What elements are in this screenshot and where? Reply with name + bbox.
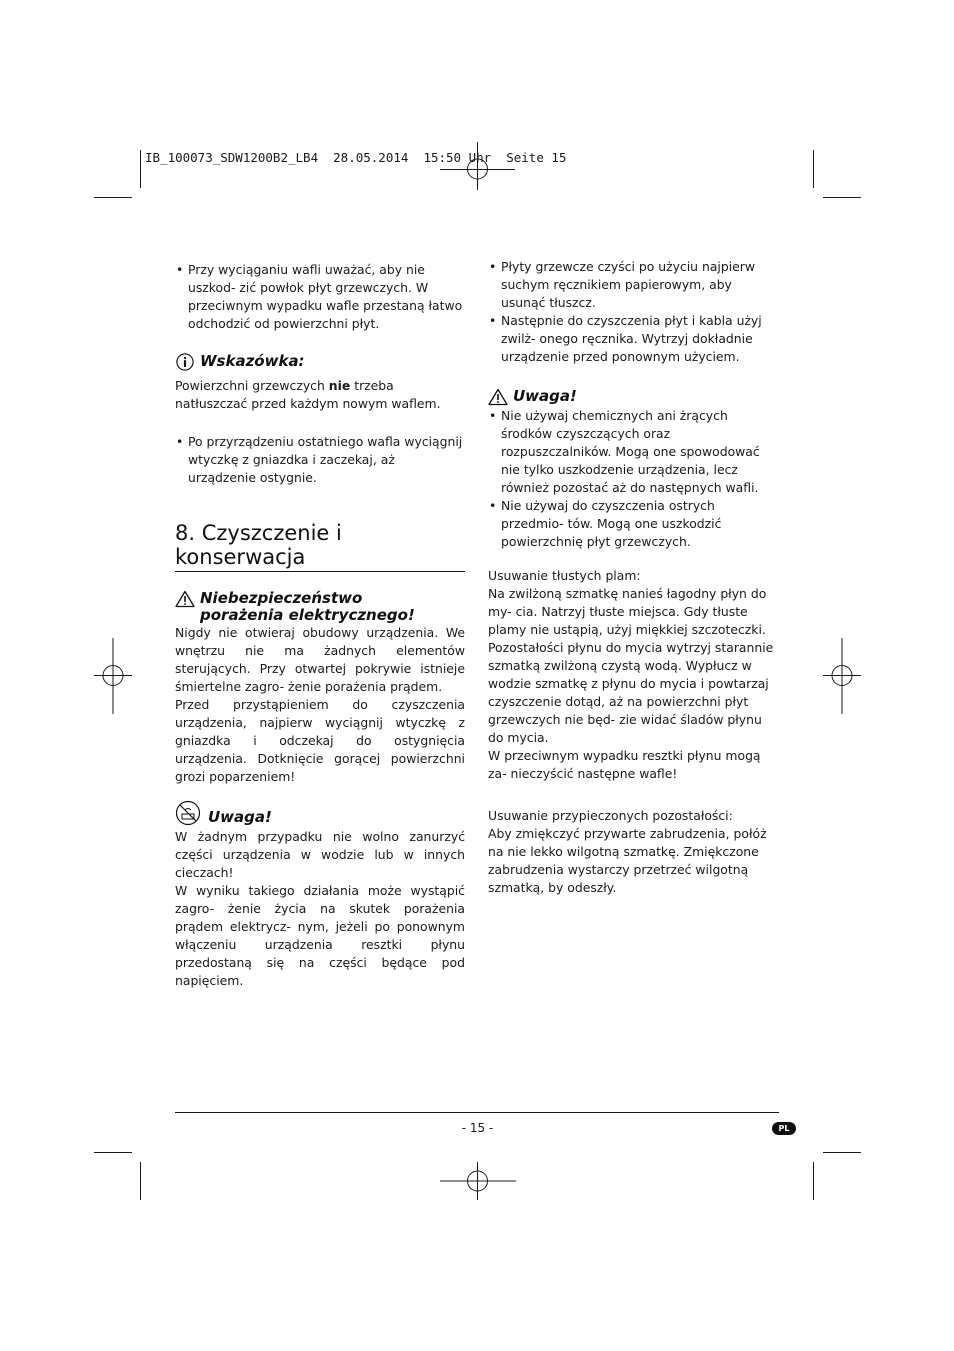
left-bullets-mid [175,433,465,487]
no-immersion-icon [175,800,201,826]
paragraph: W wyniku takiego działania może wystąpić zagro- żenie życia na skutek porażenia prądem elektrycz- nym, jeżeli po ponownym włączeniu urządzenia resztki płynu przedostaną się na części będące pod napięciem. [175,883,465,988]
section-heading: 8. Czyszczenie i konserwacja [175,521,342,569]
water-warning-text [175,828,465,990]
danger-heading-line2: porażenia elektrycznego! [200,606,415,624]
paragraph: Aby zmiękczyć przywarte zabrudzenia, połóż na nie lekko wilgotną szmatkę. Zmiękczone zabrudzenia wystarczy przetrzeć wilgotną szmatką, by odeszły. [488,826,767,895]
footer-rule [175,1112,779,1113]
registration-mark-right [823,638,861,714]
list-item: • Po przyrządzeniu ostatniego wafla wyciągnij wtyczkę z gniazdka i zaczekaj, aż urządzenie ostygnie. [175,433,465,487]
right-column [488,258,780,897]
paragraph: Na zwilżoną szmatkę nanieś łagodny płyn do my- cia. Natrzyj tłuste miejsca. Gdy tłuste plamy nie ustąpią, użyj miękkiej szczoteczki. [488,586,767,637]
tip-heading [175,353,465,371]
grease-title: Usuwanie tłustych plam: [488,568,641,583]
list-item: • Płyty grzewcze czyści po użyciu najpierw suchym ręcznikiem papierowym, aby usunąć tłuszcz. [488,258,780,312]
paragraph: Pozostałości płynu do mycia wytrzyj starannie szmatką zwilżoną czystą wodą. Wypłucz w wodzie szmatkę z płynu do mycia i powtarzaj czyszczenie dotąd, aż na powierzchni płyt grzewczych nie będ- zie widać śladów płynu do mycia. [488,640,774,745]
danger-heading-line1: Niebezpieczeństwo [200,589,363,607]
registration-mark-top [440,142,516,190]
print-header: IB_100073_SDW1200B2_LB4 28.05.2014 15:50 Uhr Seite 15 [145,150,567,165]
baked-title: Usuwanie przypieczonych pozostałości: [488,808,733,823]
page-number: - 15 - [461,1121,494,1135]
paragraph: Nigdy nie otwieraj obudowy urządzenia. We wnętrzu nie ma żadnych elementów sterujących. Przy otwartej pokrywie istnieje śmiertelne zagro- żenie porażenia prądem. [175,625,465,694]
danger-text [175,624,465,786]
water-warning-heading-text: Uwaga! [208,808,272,826]
registration-mark-bottom [440,1162,516,1200]
warning-bullets [488,407,780,551]
left-bullets-top [175,261,465,333]
danger-heading [175,590,465,624]
water-warning-heading [175,800,465,826]
baked-removal [488,807,780,897]
left-column [175,261,465,990]
grease-removal [488,567,780,783]
right-bullets-top [488,258,780,366]
warning-heading [488,388,780,406]
paragraph: Przed przystąpieniem do czyszczenia urządzenia, najpierw wyciągnij wtyczkę z gniazdka i odczekaj do ostygnięcia urządzenia. Dotknięcie gorącej powierzchni grozi poparzeniem! [175,697,465,784]
list-item: • Nie używaj do czyszczenia ostrych przedmio- tów. Mogą one uszkodzić powierzchnię płyt grzewczych. [488,497,780,551]
registration-mark-left [94,638,132,714]
list-item: • Nie używaj chemicznych ani żrących środków czyszczących oraz rozpuszczalników. Mogą one spowodować nie tylko uszkodzenie urządzenia, lecz również pozostać aż do następnych wafli. [488,407,780,497]
paragraph: W przeciwnym wypadku resztki płynu mogą za- nieczyścić następne wafle! [488,748,761,781]
tip-text: Powierzchni grzewczych nie trzeba natłuszczać przed każdym nowym waflem. [175,378,441,411]
warning-triangle-icon [488,388,508,406]
paragraph: W żadnym przypadku nie wolno zanurzyć części urządzenia w wodzie lub w innych cieczach! [175,829,465,880]
language-badge: PL [772,1122,796,1135]
list-item: • Następnie do czyszczenia płyt i kabla użyj zwilż- onego ręcznika. Wytrzyj dokładnie urządzenie przed ponownym użyciem. [488,312,780,366]
list-item: • Przy wyciąganiu wafli uważać, aby nie uszkod- zić powłok płyt grzewczych. W przeciwnym wypadku wafle przestaną łatwo odchodzić od powierzchni płyt. [175,261,465,333]
section-heading-rule [175,571,465,572]
warning-heading-text: Uwaga! [513,387,577,405]
info-icon [175,353,195,371]
tip-heading-text: Wskazówka: [200,352,305,370]
warning-triangle-icon [175,590,195,608]
